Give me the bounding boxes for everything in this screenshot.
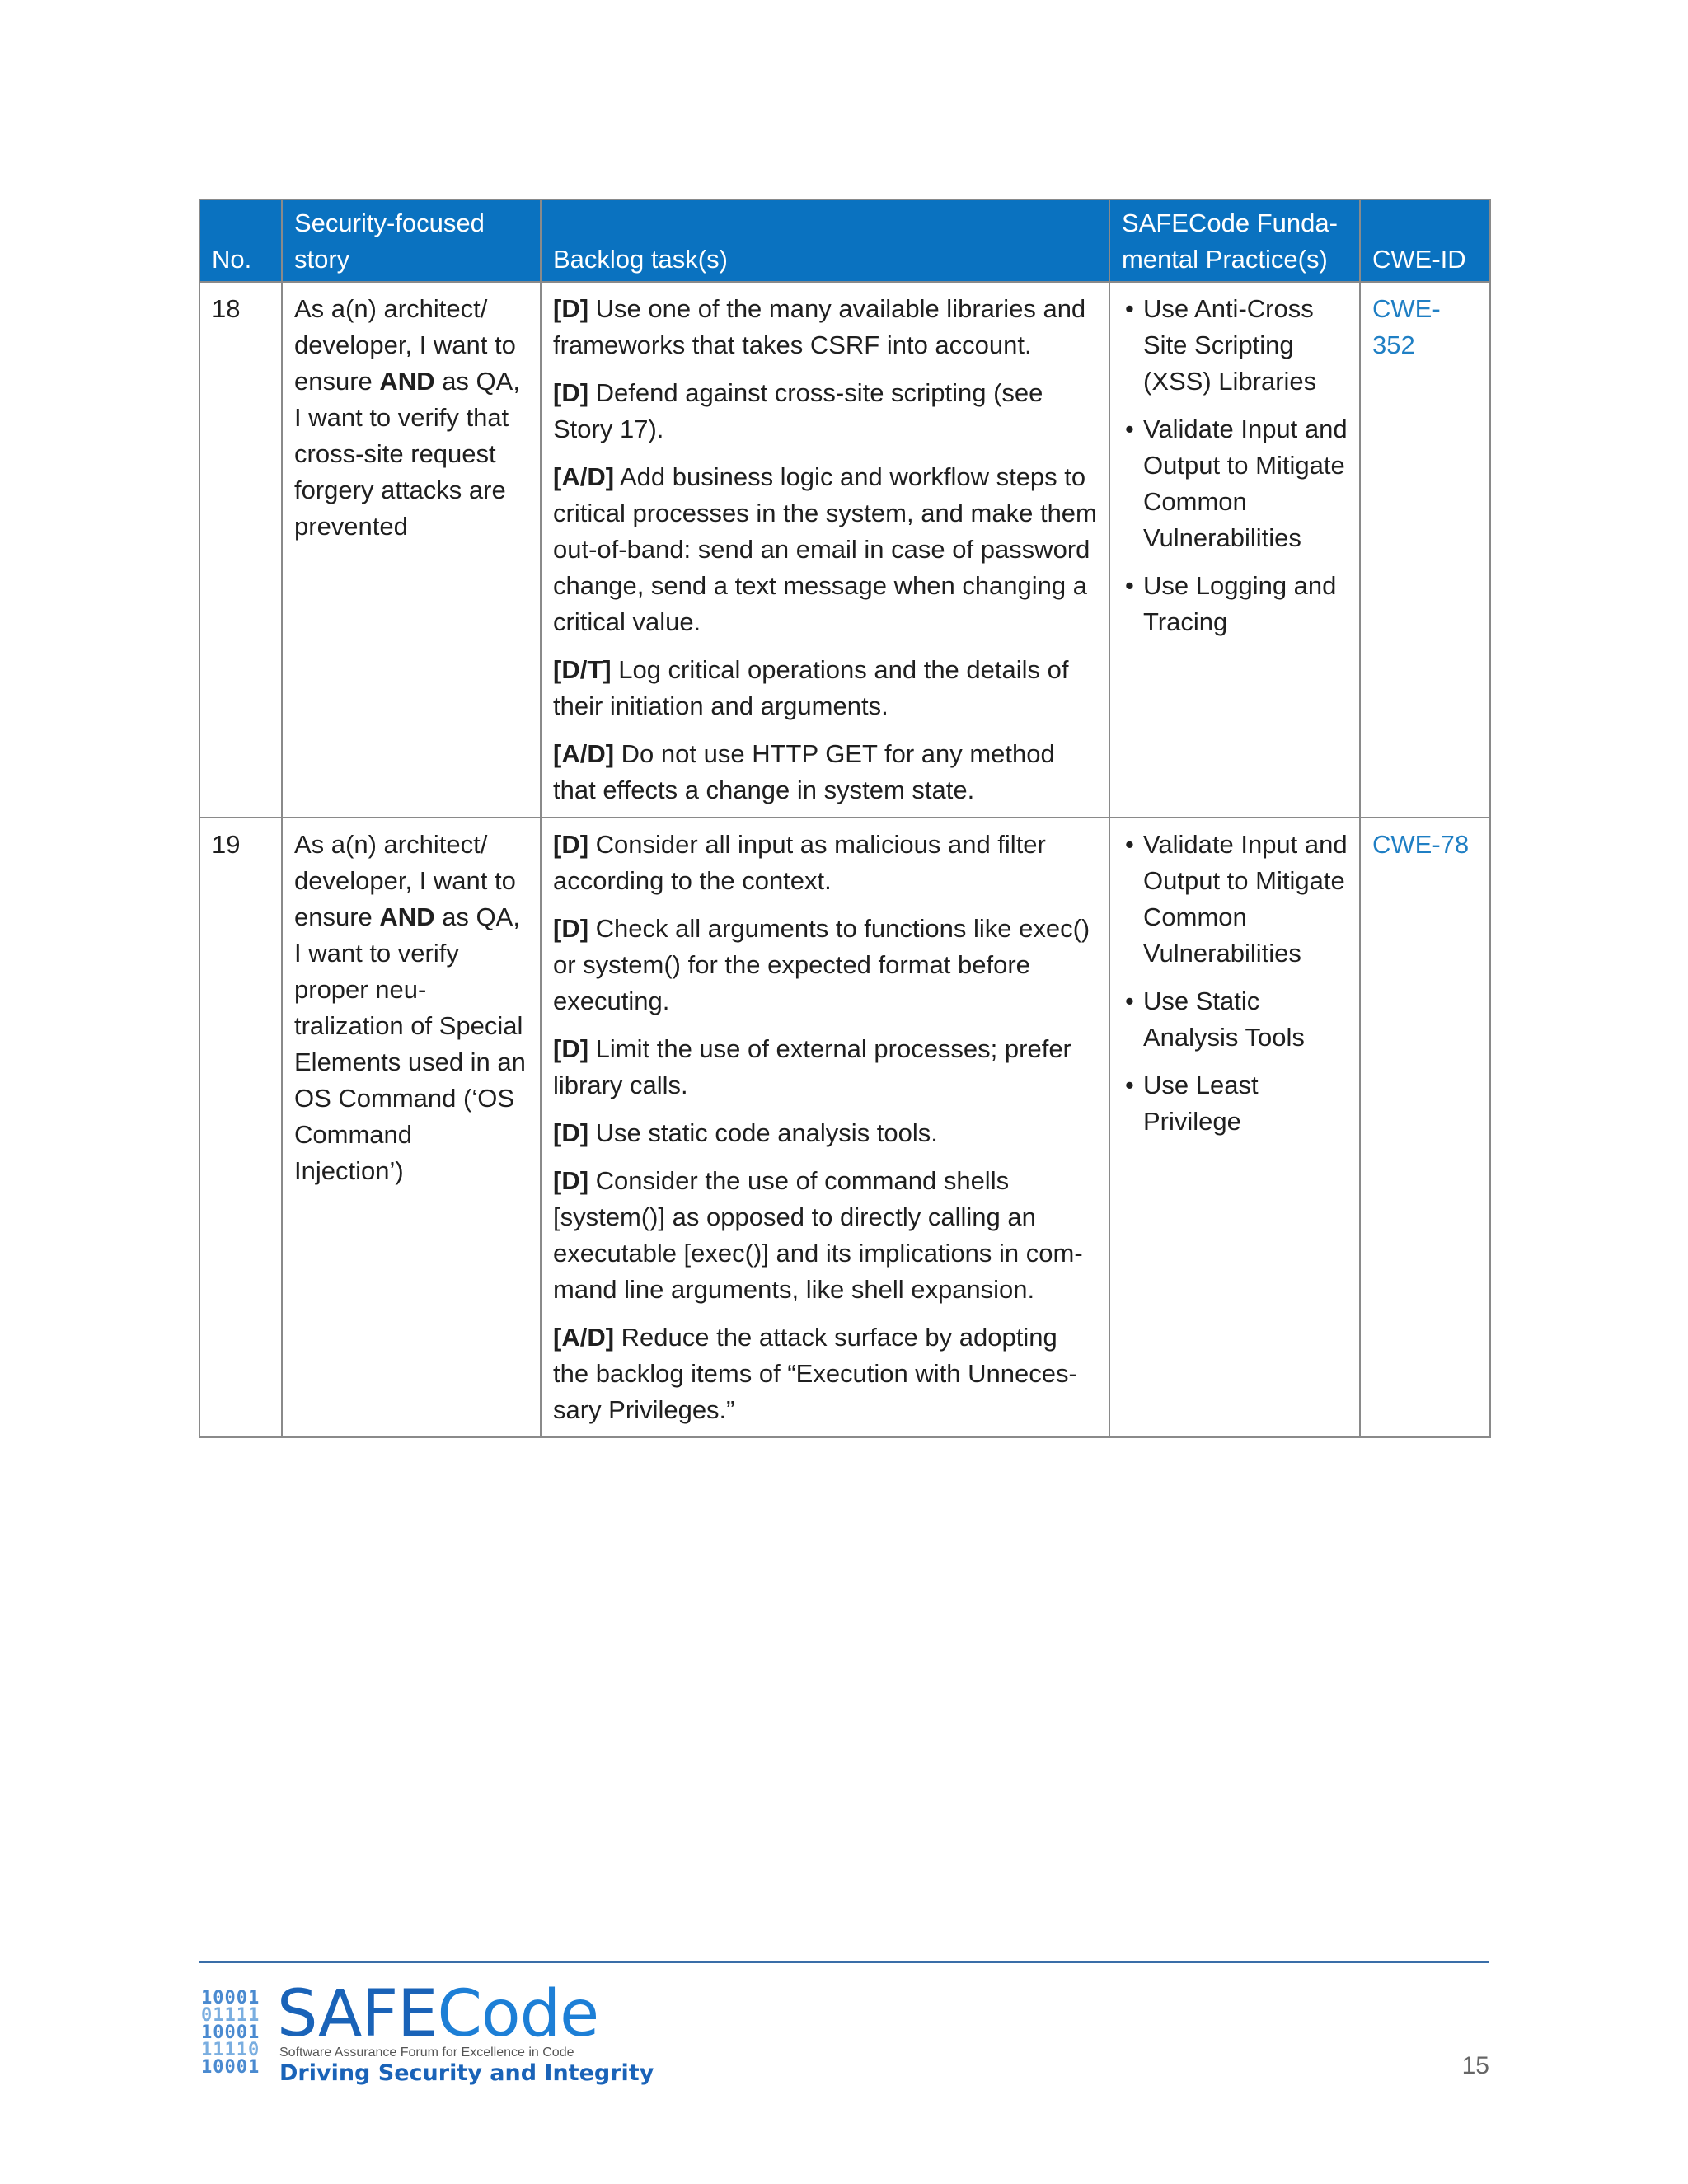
task-role-tag: [A/D] <box>553 1323 615 1352</box>
task-text: Defend against cross-site scripting (see Story 17). <box>553 378 1043 443</box>
bullet-icon: • <box>1125 415 1134 443</box>
task-role-tag: [D] <box>553 1034 589 1063</box>
logo-subtitle: Software Assurance Forum for Excellence in Code <box>279 2046 574 2060</box>
task-role-tag: [D] <box>553 378 589 407</box>
backlog-task <box>553 736 1097 808</box>
task-text: Limit the use of external processes; prefer library calls. <box>553 1034 1071 1099</box>
practice-item <box>1122 568 1348 640</box>
backlog-task <box>553 375 1097 448</box>
backlog-task <box>553 1115 1097 1151</box>
bullet-icon: • <box>1125 1071 1134 1099</box>
table-row <box>199 282 1490 818</box>
task-text: Log critical operations and the details of their initiation and arguments. <box>553 655 1069 720</box>
cwe-cell <box>1360 282 1490 818</box>
backlog-task <box>553 911 1097 1019</box>
table-header-row <box>199 199 1490 282</box>
header-story: Security-focused story <box>282 199 541 282</box>
task-text: Consider all input as malicious and filter according to the context. <box>553 830 1046 895</box>
task-text: Consider the use of command shells [system()] as opposed to directly calling an executable [exec()] and its implications in com-mand line arguments, like shell expansion. <box>553 1166 1083 1304</box>
task-text: Use one of the many available libraries and frameworks that takes CSRF into account. <box>553 294 1086 359</box>
header-no: No. <box>199 199 282 282</box>
backlog-tasks <box>541 818 1109 1437</box>
practice-label: Validate Input and Output to Mitigate Common Vulnerabilities <box>1143 415 1348 552</box>
bullet-icon: • <box>1125 987 1134 1015</box>
backlog-tasks <box>541 282 1109 818</box>
backlog-task <box>553 1319 1097 1428</box>
task-text: Do not use HTTP GET for any method that effects a change in system state. <box>553 739 1055 804</box>
task-role-tag: [D/T] <box>553 655 612 684</box>
bullet-icon: • <box>1125 571 1134 600</box>
header-cwe: CWE-ID <box>1360 199 1490 282</box>
task-role-tag: [D] <box>553 294 589 323</box>
row-number: 19 <box>199 818 282 1437</box>
practice-item <box>1122 983 1348 1056</box>
practice-list <box>1122 827 1348 1140</box>
backlog-task <box>553 459 1097 640</box>
task-text: Add business logic and workflow steps to critical processes in the system, and make them out-of-band: send an email in case of password change, send a text message when changing a critical value. <box>553 462 1097 636</box>
practice-item <box>1122 1067 1348 1140</box>
table-row <box>199 818 1490 1437</box>
story-text: As a(n) architect/ developer, I want to ensure <box>294 830 516 931</box>
practice-item <box>1122 827 1348 972</box>
practice-label: Use Anti-Cross Site Scripting (XSS) Libraries <box>1143 294 1317 396</box>
cwe-link[interactable]: CWE-78 <box>1372 830 1470 859</box>
practice-list <box>1122 291 1348 640</box>
safecode-logo <box>201 1977 654 2086</box>
task-role-tag: [D] <box>553 830 589 859</box>
backlog-task <box>553 1031 1097 1104</box>
header-tasks: Backlog task(s) <box>541 199 1109 282</box>
practice-label: Validate Input and Output to Mitigate Common Vulnerabilities <box>1143 830 1348 968</box>
task-role-tag: [D] <box>553 1166 589 1195</box>
fundamental-practices <box>1109 282 1360 818</box>
row-number: 18 <box>199 282 282 818</box>
task-role-tag: [D] <box>553 914 589 943</box>
logo-wordmark: SAFECode <box>277 1977 599 2051</box>
practice-label: Use Logging and Tracing <box>1143 571 1337 636</box>
backlog-task <box>553 1163 1097 1308</box>
fundamental-practices <box>1109 818 1360 1437</box>
cwe-link[interactable]: CWE-352 <box>1372 294 1441 359</box>
practice-label: Use Least Privilege <box>1143 1071 1259 1136</box>
task-text: Reduce the attack surface by adopting the backlog items of “Execution with Unneces-sary Privileges.” <box>553 1323 1077 1424</box>
story-text: as QA, I want to verify proper neu-tralization of Special Elements used in an OS Command (‘OS Command Injection’) <box>294 902 526 1185</box>
task-role-tag: [D] <box>553 1118 589 1147</box>
practice-label: Use Static Analysis Tools <box>1143 987 1305 1052</box>
bullet-icon: • <box>1125 830 1134 859</box>
security-story <box>282 282 541 818</box>
logo-tagline: Driving Security and Integrity <box>279 2060 654 2086</box>
task-text: Use static code analysis tools. <box>588 1118 938 1147</box>
page-number: 15 <box>1461 2052 1489 2079</box>
cwe-cell <box>1360 818 1490 1437</box>
security-story <box>282 818 541 1437</box>
footer-rule <box>199 1961 1489 1963</box>
backlog-task <box>553 652 1097 724</box>
task-role-tag: [A/D] <box>553 462 615 491</box>
header-practice: SAFECode Funda- mental Practice(s) <box>1109 199 1360 282</box>
practices-table <box>199 199 1491 1438</box>
bullet-icon: • <box>1125 294 1134 323</box>
story-emphasis: AND <box>379 902 435 931</box>
backlog-task <box>553 827 1097 899</box>
task-role-tag: [A/D] <box>553 739 615 768</box>
practice-item <box>1122 411 1348 556</box>
story-text: As a(n) architect/ developer, I want to ensure <box>294 294 516 396</box>
story-text: as QA, I want to verify that cross-site request forgery attacks are prevented <box>294 367 520 541</box>
story-emphasis: AND <box>379 367 435 396</box>
logo-binary-mark: 10001 01111 10001 11110 10001 <box>201 1988 260 2078</box>
practice-item <box>1122 291 1348 400</box>
backlog-task <box>553 291 1097 363</box>
task-text: Check all arguments to functions like exec() or system() for the expected format before executing. <box>553 914 1090 1015</box>
